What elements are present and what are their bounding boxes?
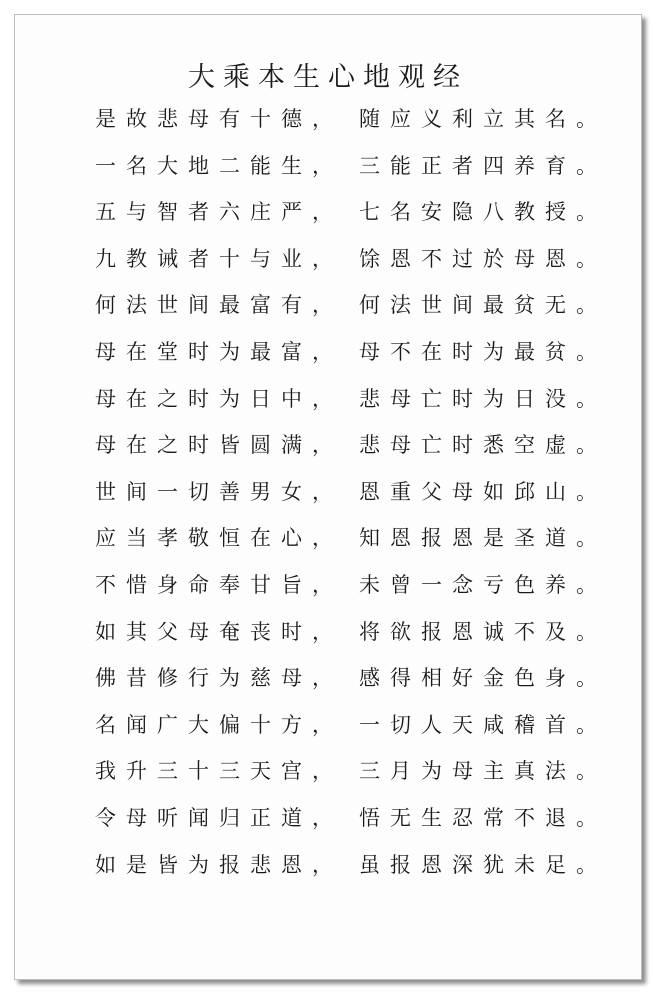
verse-second-half: 何法世间最贫无。 [359,293,607,318]
verse-second-half: 未曾一念亏色养。 [359,573,607,597]
verse-line [15,755,641,795]
verse-second-half: 一切人天咸稽首。 [359,712,607,737]
verse-first-half: 九教诫者十与业， [95,246,343,271]
verse-first-half: 我升三十三天宫， [95,759,343,784]
verse-first-half: 不惜身命奉甘旨， [95,573,343,597]
verse-first-half: 五与智者六庄严， [95,200,343,225]
verse-second-half: 感得相好金色身。 [359,666,607,691]
verse-first-half: 母在之时为日中， [95,386,343,411]
page-frame [14,14,642,980]
verse-second-half: 悲母亡时为日没。 [359,386,607,411]
verse-second-half: 七名安隐八教授。 [359,200,607,225]
verse-line [15,709,641,749]
verse-first-half: 令母听闻归正道， [95,806,343,830]
verse-line [15,802,641,842]
verse-line [15,522,641,562]
verse-second-half: 悟无生忍常不退。 [359,806,607,830]
verse-first-half: 如其父母奄丧时， [95,619,343,644]
verse-second-half: 母不在时为最贫。 [359,340,607,364]
page-title: 大乘本生心地观经 [188,62,468,93]
verse-line [15,616,641,656]
verse-first-half: 佛昔修行为慈母， [95,666,343,691]
verse-line [15,336,641,376]
verse-line [15,243,641,283]
verse-first-half: 母在堂时为最富， [95,340,343,364]
verse-second-half: 虽报恩深犹未足。 [359,852,607,877]
verse-line [15,383,641,423]
verse-list [15,15,641,979]
verse-first-half: 是故悲母有十德， [95,107,343,131]
verse-line [15,103,641,143]
verse-second-half: 恩重父母如邱山。 [359,479,607,504]
verse-line [15,849,641,889]
verse-first-half: 世间一切善男女， [95,479,343,504]
verse-second-half: 将欲报恩诚不及。 [359,619,607,644]
verse-first-half: 何法世间最富有， [95,293,343,318]
verse-second-half: 馀恩不过於母恩。 [359,246,607,271]
verse-first-half: 名闻广大偏十方， [95,712,343,737]
verse-line [15,476,641,516]
verse-second-half: 随应义利立其名。 [359,107,607,131]
verse-line [15,569,641,609]
verse-line [15,662,641,702]
verse-line [15,150,641,190]
verse-second-half: 悲母亡时悉空虚。 [359,433,607,458]
verse-second-half: 知恩报恩是圣道。 [359,526,607,551]
verse-second-half: 三能正者四养育。 [359,153,607,178]
verse-first-half: 应当孝敬恒在心， [95,526,343,551]
verse-first-half: 如是皆为报悲恩， [95,852,343,877]
verse-first-half: 一名大地二能生， [95,153,343,178]
verse-line [15,196,641,236]
verse-line [15,289,641,329]
verse-second-half: 三月为母主真法。 [359,759,607,784]
verse-line [15,429,641,469]
verse-first-half: 母在之时皆圆满， [95,433,343,458]
